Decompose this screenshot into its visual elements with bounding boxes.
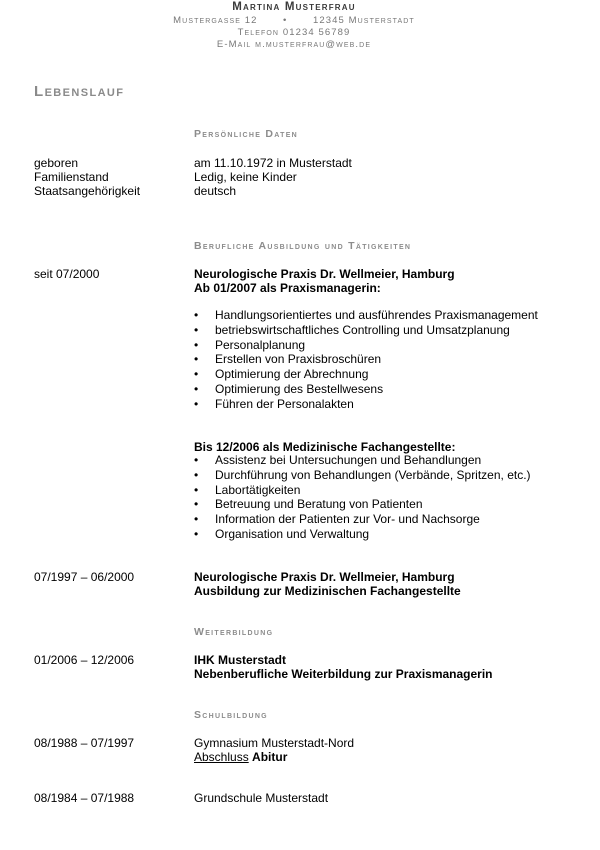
bullet-icon: • — [194, 367, 199, 382]
career-2-period: 07/1997 – 06/2000 — [34, 570, 135, 584]
address-separator: • — [283, 15, 288, 26]
list-item: • Optimierung der Abrechnung — [194, 367, 369, 382]
value-marital-status: Ledig, keine Kinder — [194, 170, 297, 184]
career-1-role: Ab 01/2007 als Praxismanagerin: — [194, 281, 381, 295]
bullet-icon: • — [194, 381, 199, 396]
applicant-name: Martina Musterfrau — [232, 1, 356, 13]
address-line — [0, 15, 588, 26]
bullet-icon: • — [194, 352, 199, 367]
list-item: • Erstellen von Praxisbroschüren — [194, 352, 382, 367]
bullet-icon: • — [194, 396, 199, 411]
career-1-period: seit 07/2000 — [34, 267, 100, 281]
phone-line: Telefon 01234 56789 — [237, 27, 351, 38]
school-1-period: 08/1988 – 07/1997 — [34, 736, 135, 750]
bullet-icon: • — [194, 453, 199, 467]
bullet-icon: • — [194, 497, 199, 512]
address-street: Mustergasse 12 — [173, 15, 258, 26]
label-born: geboren — [34, 156, 79, 170]
value-born: am 11.10.1972 in Musterstadt — [194, 156, 352, 170]
label-nationality: Staatsangehörigkeit — [34, 184, 141, 198]
career-2-role: Ausbildung zur Medizinischen Fachangestellte — [194, 584, 461, 598]
school-2-name: Grundschule Musterstadt — [194, 791, 329, 805]
school-1-name: Gymnasium Musterstadt-Nord — [194, 736, 355, 750]
bullet-icon: • — [194, 467, 199, 482]
career-1-employer: Neurologische Praxis Dr. Wellmeier, Hamburg — [194, 267, 455, 281]
career-1-duties-list — [194, 308, 538, 412]
list-item: • Labortätigkeiten — [194, 482, 301, 497]
list-item: • Assistenz bei Untersuchungen und Behandlungen — [194, 453, 482, 467]
list-item: • Führen der Personalakten — [194, 396, 354, 411]
list-item: • betriebswirtschaftliches Controlling und Umsatzplanung — [194, 322, 510, 337]
email-line: E-Mail m.musterfrau@web.de — [216, 39, 372, 50]
section-heading-school: Schulbildung — [194, 709, 268, 721]
degree-value: Abitur — [252, 750, 288, 764]
further-period: 01/2006 – 12/2006 — [34, 653, 135, 667]
further-institution: IHK Musterstadt — [194, 653, 287, 667]
list-item: • Optimierung des Bestellwesens — [194, 381, 384, 396]
bullet-icon: • — [194, 526, 199, 541]
bullet-icon: • — [194, 482, 199, 497]
bullet-icon: • — [194, 308, 199, 322]
section-heading-personal: Persönliche Daten — [194, 128, 299, 140]
further-description: Nebenberufliche Weiterbildung zur Praxismanagerin — [194, 667, 493, 681]
list-item: • Durchführung von Behandlungen (Verbände, Spritzen, etc.) — [194, 467, 531, 482]
list-item: • Handlungsorientiertes und ausführendes Praxismanagement — [194, 308, 538, 322]
address-city: 12345 Musterstadt — [312, 15, 415, 26]
bullet-icon: • — [194, 337, 199, 352]
bullet-icon: • — [194, 322, 199, 337]
school-1-degree — [194, 750, 287, 764]
list-item: • Organisation und Verwaltung — [194, 526, 370, 541]
list-item: • Information der Patienten zur Vor- und Nachsorge — [194, 512, 480, 527]
career-1-duties-list-2 — [194, 453, 531, 542]
label-marital-status: Familienstand — [34, 170, 109, 184]
list-item: • Betreuung und Beratung von Patienten — [194, 497, 423, 512]
school-2-period: 08/1984 – 07/1988 — [34, 791, 135, 805]
section-heading-further-education: Weiterbildung — [194, 626, 274, 638]
list-item: • Personalplanung — [194, 337, 306, 352]
document-title: Lebenslauf — [34, 83, 125, 100]
bullet-icon: • — [194, 512, 199, 527]
value-nationality: deutsch — [194, 184, 237, 198]
career-1-role-2: Bis 12/2006 als Medizinische Fachangestellte: — [194, 440, 456, 454]
career-2-employer: Neurologische Praxis Dr. Wellmeier, Hamburg — [194, 570, 455, 584]
section-heading-career: Berufliche Ausbildung und Tätigkeiten — [194, 240, 412, 252]
degree-label: Abschluss — [194, 750, 249, 764]
